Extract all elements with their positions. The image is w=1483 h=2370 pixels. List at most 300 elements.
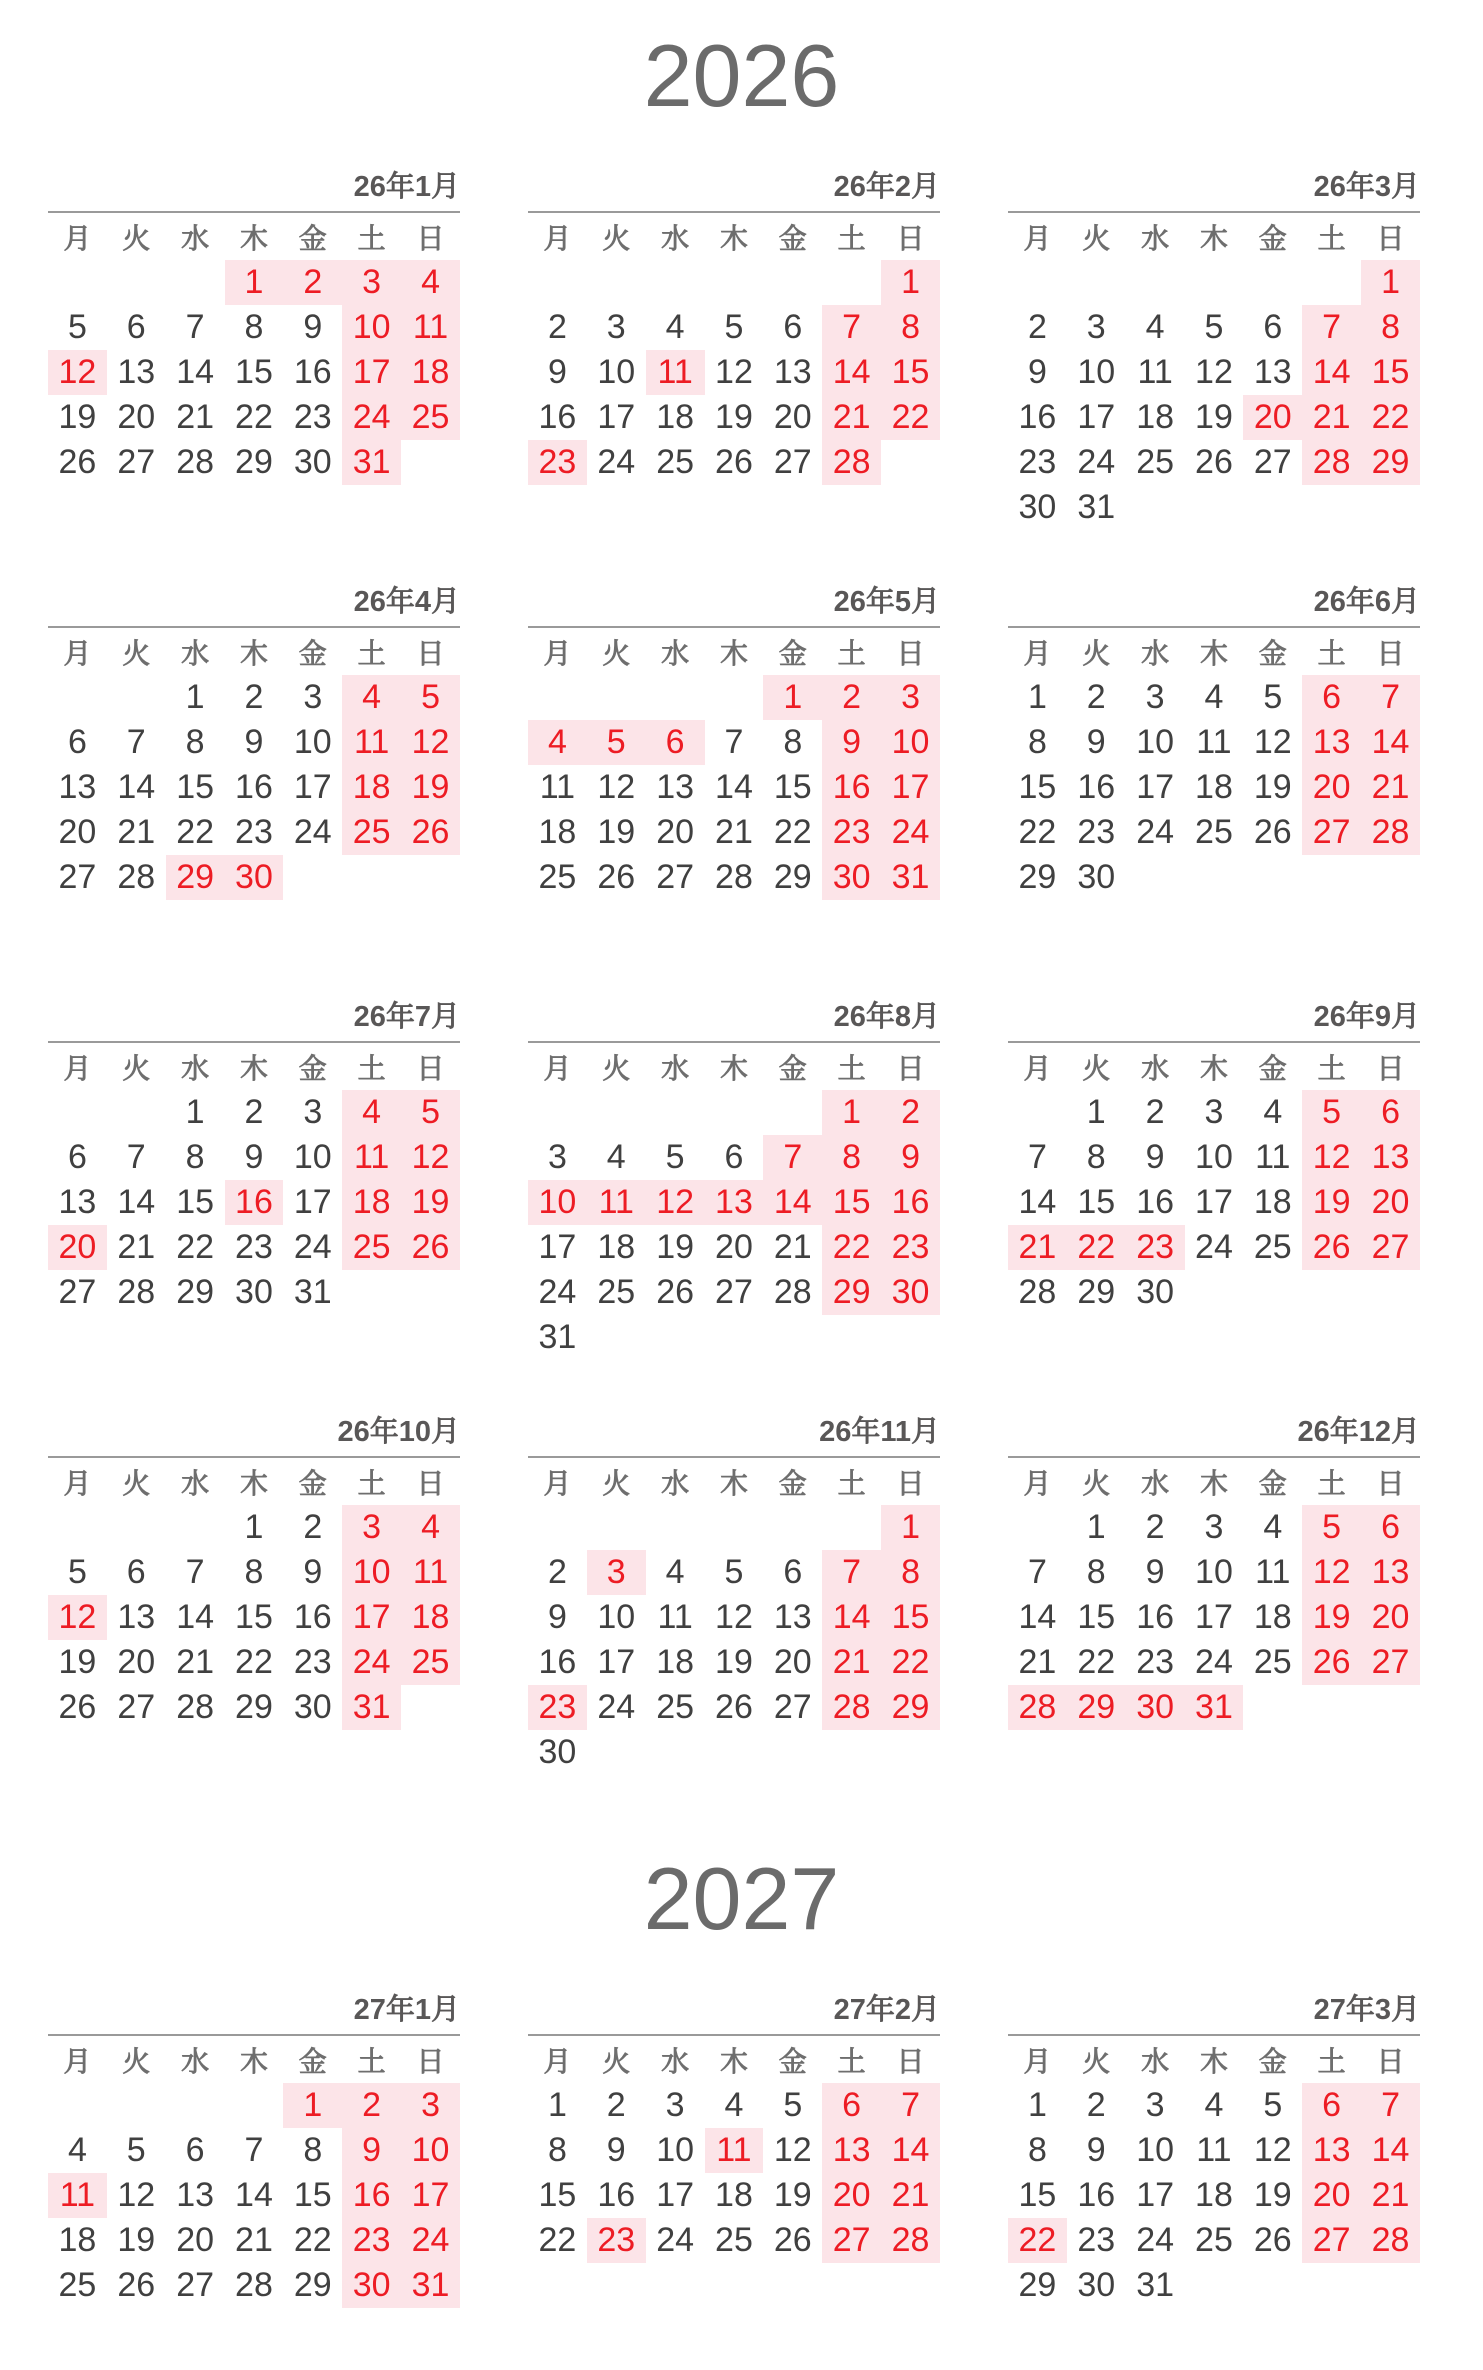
weekday-header: 日 bbox=[896, 637, 925, 669]
week-row bbox=[528, 1270, 940, 1315]
day-cell: 16 bbox=[235, 768, 273, 806]
day-cell: 13 bbox=[58, 768, 97, 806]
weekday-header: 月 bbox=[63, 1467, 92, 1499]
day-cell: 10 bbox=[1077, 353, 1116, 391]
day-cell: 15 bbox=[1018, 2176, 1057, 2214]
week-row bbox=[528, 720, 940, 765]
day-cell: 13 bbox=[1253, 353, 1292, 391]
day-cell: 17 bbox=[1136, 768, 1175, 806]
day-cell: 25 bbox=[342, 810, 401, 855]
empty-cell bbox=[283, 855, 342, 900]
weekday-header: 金 bbox=[1258, 222, 1287, 254]
day-cell: 4 bbox=[606, 1138, 626, 1176]
week-row bbox=[1008, 305, 1420, 350]
weekday-header: 木 bbox=[719, 1467, 748, 1499]
day-cell: 17 bbox=[597, 1643, 636, 1681]
day-cell: 15 bbox=[176, 768, 215, 806]
day-cell: 22 bbox=[176, 813, 215, 851]
day-cell: 22 bbox=[881, 395, 940, 440]
day-cell: 24 bbox=[1195, 1228, 1233, 1266]
month-title: 26年1月 bbox=[48, 166, 460, 213]
day-cell: 6 bbox=[783, 1553, 803, 1591]
day-cell: 4 bbox=[665, 308, 685, 346]
day-cell: 25 bbox=[401, 395, 460, 440]
day-cell: 12 bbox=[48, 1595, 107, 1640]
weekday-header: 水 bbox=[661, 1052, 690, 1084]
empty-cell bbox=[401, 1685, 460, 1730]
day-cell: 1 bbox=[185, 678, 205, 716]
day-cell: 16 bbox=[822, 765, 881, 810]
day-cell: 24 bbox=[1077, 443, 1116, 481]
empty-cell bbox=[1361, 485, 1420, 530]
weekday-header: 火 bbox=[1082, 637, 1111, 669]
weekday-header: 土 bbox=[357, 222, 386, 254]
empty-cell bbox=[646, 1730, 705, 1775]
day-cell: 8 bbox=[1086, 1553, 1106, 1591]
day-cell: 6 bbox=[67, 1138, 87, 1176]
week-row bbox=[528, 1550, 940, 1595]
empty-cell bbox=[763, 1090, 822, 1135]
week-row bbox=[1008, 1685, 1420, 1730]
day-cell: 30 bbox=[225, 855, 284, 900]
day-cell: 4 bbox=[342, 675, 401, 720]
day-cell: 1 bbox=[1086, 1508, 1106, 1546]
day-cell: 3 bbox=[1086, 308, 1106, 346]
day-cell: 15 bbox=[773, 768, 812, 806]
week-row bbox=[48, 440, 460, 485]
day-cell: 23 bbox=[1077, 813, 1116, 851]
weekday-header: 土 bbox=[357, 637, 386, 669]
day-cell: 22 bbox=[1361, 395, 1420, 440]
day-cell: 18 bbox=[1136, 398, 1175, 436]
day-cell: 4 bbox=[1204, 678, 1224, 716]
weekday-header: 月 bbox=[63, 2045, 92, 2077]
day-cell: 19 bbox=[1302, 1595, 1361, 1640]
month-calendar bbox=[48, 996, 460, 1363]
weekday-header: 金 bbox=[1258, 1052, 1287, 1084]
weekday-header: 水 bbox=[1141, 1052, 1170, 1084]
day-cell: 27 bbox=[822, 2218, 881, 2263]
month-table bbox=[1008, 213, 1420, 530]
day-cell: 17 bbox=[293, 1183, 332, 1221]
day-cell: 21 bbox=[822, 395, 881, 440]
weekday-header: 木 bbox=[239, 1467, 268, 1499]
weekday-header: 金 bbox=[1258, 1467, 1287, 1499]
day-cell: 20 bbox=[656, 813, 695, 851]
empty-cell bbox=[763, 260, 822, 305]
week-row bbox=[528, 2083, 940, 2128]
day-cell: 11 bbox=[342, 720, 401, 765]
empty-cell bbox=[1302, 260, 1361, 305]
day-cell: 15 bbox=[538, 2176, 577, 2214]
weekday-header: 火 bbox=[122, 2045, 151, 2077]
day-cell: 27 bbox=[1361, 1640, 1420, 1685]
weekday-header: 火 bbox=[1082, 2045, 1111, 2077]
weekday-header: 火 bbox=[602, 1467, 631, 1499]
calendar-page bbox=[0, 25, 1483, 2356]
empty-cell bbox=[1243, 485, 1302, 530]
day-cell: 15 bbox=[881, 350, 940, 395]
day-cell: 19 bbox=[656, 1228, 695, 1266]
day-cell: 19 bbox=[117, 2221, 156, 2259]
week-row bbox=[1008, 350, 1420, 395]
empty-cell bbox=[822, 1730, 881, 1775]
day-cell: 23 bbox=[881, 1225, 940, 1270]
day-cell: 9 bbox=[1027, 353, 1047, 391]
month-table bbox=[528, 2036, 940, 2263]
day-cell: 2 bbox=[303, 1508, 323, 1546]
day-cell: 27 bbox=[773, 1688, 812, 1726]
day-cell: 23 bbox=[1077, 2221, 1116, 2259]
day-cell: 7 bbox=[185, 1553, 205, 1591]
empty-cell bbox=[587, 1090, 646, 1135]
day-cell: 11 bbox=[1196, 723, 1232, 761]
week-row bbox=[1008, 2218, 1420, 2263]
day-cell: 9 bbox=[547, 1598, 567, 1636]
day-cell: 3 bbox=[1204, 1093, 1224, 1131]
day-cell: 24 bbox=[1136, 813, 1175, 851]
day-cell: 9 bbox=[1086, 2131, 1106, 2169]
month-title: 27年1月 bbox=[48, 1989, 460, 2036]
empty-cell bbox=[1008, 260, 1067, 305]
month-calendar bbox=[528, 996, 940, 1363]
month-calendar bbox=[528, 1411, 940, 1778]
month-table bbox=[48, 1043, 460, 1315]
weekday-header: 月 bbox=[63, 1052, 92, 1084]
day-cell: 1 bbox=[185, 1093, 205, 1131]
day-cell: 22 bbox=[1077, 1643, 1116, 1681]
weekday-header: 木 bbox=[239, 637, 268, 669]
month-table bbox=[48, 1458, 460, 1730]
empty-cell bbox=[401, 1270, 460, 1315]
day-cell: 28 bbox=[176, 1688, 215, 1726]
weekday-header: 月 bbox=[1023, 1467, 1052, 1499]
week-row bbox=[528, 350, 940, 395]
day-cell: 3 bbox=[401, 2083, 460, 2128]
month-calendar bbox=[1008, 996, 1420, 1363]
months-grid-2026 bbox=[0, 166, 1420, 1778]
day-cell: 18 bbox=[342, 1180, 401, 1225]
day-cell: 29 bbox=[881, 1685, 940, 1730]
day-cell: 11 bbox=[401, 1550, 460, 1595]
empty-cell bbox=[881, 1315, 940, 1360]
day-cell: 5 bbox=[67, 1553, 87, 1591]
day-cell: 22 bbox=[538, 2221, 577, 2259]
day-cell: 26 bbox=[715, 443, 753, 481]
day-cell: 14 bbox=[117, 768, 156, 806]
week-row bbox=[528, 395, 940, 440]
weekday-header: 土 bbox=[1317, 637, 1346, 669]
day-cell: 4 bbox=[342, 1090, 401, 1135]
empty-cell bbox=[646, 1090, 705, 1135]
day-cell: 28 bbox=[773, 1273, 812, 1311]
day-cell: 6 bbox=[126, 1553, 146, 1591]
empty-cell bbox=[1361, 855, 1420, 900]
day-cell: 5 bbox=[1204, 308, 1224, 346]
day-cell: 10 bbox=[656, 2131, 695, 2169]
weekday-header: 金 bbox=[298, 637, 327, 669]
empty-cell bbox=[646, 1505, 705, 1550]
day-cell: 5 bbox=[1302, 1505, 1361, 1550]
year-title-2026: 2026 bbox=[643, 26, 840, 125]
day-cell: 26 bbox=[58, 443, 97, 481]
weekday-header: 月 bbox=[543, 2045, 572, 2077]
day-cell: 11 bbox=[705, 2128, 764, 2173]
day-cell: 14 bbox=[1302, 350, 1361, 395]
day-cell: 2 bbox=[547, 308, 567, 346]
day-cell: 18 bbox=[1195, 2176, 1233, 2214]
day-cell: 30 bbox=[822, 855, 881, 900]
empty-cell bbox=[342, 1270, 401, 1315]
day-cell: 25 bbox=[1136, 443, 1175, 481]
week-row bbox=[1008, 1595, 1420, 1640]
month-title: 26年2月 bbox=[528, 166, 940, 213]
day-cell: 13 bbox=[176, 2176, 215, 2214]
month-title: 26年5月 bbox=[528, 581, 940, 628]
month-table bbox=[1008, 2036, 1420, 2308]
weekday-header: 月 bbox=[1023, 637, 1052, 669]
weekday-header: 火 bbox=[602, 2045, 631, 2077]
day-cell: 8 bbox=[1361, 305, 1420, 350]
day-cell: 28 bbox=[715, 858, 753, 896]
day-cell: 25 bbox=[538, 858, 577, 896]
day-cell: 4 bbox=[724, 2086, 744, 2124]
day-cell: 21 bbox=[176, 1643, 215, 1681]
empty-cell bbox=[166, 1505, 225, 1550]
weekday-header: 土 bbox=[357, 2045, 386, 2077]
day-cell: 6 bbox=[783, 308, 803, 346]
month-table bbox=[1008, 628, 1420, 900]
day-cell: 15 bbox=[235, 1598, 273, 1636]
month-title: 27年3月 bbox=[1008, 1989, 1420, 2036]
weekday-header: 日 bbox=[1376, 1052, 1405, 1084]
week-row bbox=[48, 260, 460, 305]
empty-cell bbox=[1008, 1090, 1067, 1135]
day-cell: 25 bbox=[401, 1640, 460, 1685]
empty-cell bbox=[1361, 2263, 1420, 2308]
weekday-header: 金 bbox=[778, 1467, 807, 1499]
empty-cell bbox=[1185, 1270, 1244, 1315]
week-row bbox=[528, 675, 940, 720]
day-cell: 9 bbox=[342, 2128, 401, 2173]
weekday-header: 火 bbox=[602, 222, 631, 254]
day-cell: 26 bbox=[715, 1688, 753, 1726]
empty-cell bbox=[587, 1315, 646, 1360]
month-title: 26年10月 bbox=[48, 1411, 460, 1458]
day-cell: 6 bbox=[185, 2131, 205, 2169]
weekday-header: 金 bbox=[298, 1052, 327, 1084]
day-cell: 18 bbox=[597, 1228, 636, 1266]
weekday-header: 水 bbox=[661, 1467, 690, 1499]
day-cell: 30 bbox=[1077, 858, 1116, 896]
day-cell: 21 bbox=[1008, 1225, 1067, 1270]
day-cell: 14 bbox=[117, 1183, 156, 1221]
day-cell: 25 bbox=[656, 443, 695, 481]
weekday-header: 土 bbox=[837, 637, 866, 669]
day-cell: 20 bbox=[176, 2221, 215, 2259]
day-cell: 2 bbox=[881, 1090, 940, 1135]
day-cell: 19 bbox=[58, 398, 97, 436]
day-cell: 26 bbox=[117, 2266, 156, 2304]
day-cell: 16 bbox=[1136, 1598, 1175, 1636]
empty-cell bbox=[1243, 2263, 1302, 2308]
week-row bbox=[528, 305, 940, 350]
day-cell: 8 bbox=[303, 2131, 323, 2169]
day-cell: 24 bbox=[1136, 2221, 1175, 2259]
day-cell: 15 bbox=[176, 1183, 215, 1221]
week-row bbox=[48, 395, 460, 440]
day-cell: 7 bbox=[1027, 1553, 1047, 1591]
empty-cell bbox=[587, 1730, 646, 1775]
day-cell: 12 bbox=[1253, 2131, 1292, 2169]
empty-cell bbox=[1243, 855, 1302, 900]
day-cell: 8 bbox=[185, 1138, 205, 1176]
day-cell: 25 bbox=[1195, 2221, 1233, 2259]
day-cell: 29 bbox=[235, 443, 273, 481]
day-cell: 4 bbox=[67, 2131, 87, 2169]
weekday-header: 金 bbox=[778, 1052, 807, 1084]
weekday-header: 水 bbox=[181, 222, 210, 254]
week-row bbox=[528, 1225, 940, 1270]
day-cell: 25 bbox=[715, 2221, 753, 2259]
day-cell: 24 bbox=[597, 443, 636, 481]
day-cell: 21 bbox=[1361, 765, 1420, 810]
day-cell: 18 bbox=[656, 1643, 695, 1681]
month-calendar bbox=[528, 1989, 940, 2356]
day-cell: 20 bbox=[1302, 2173, 1361, 2218]
week-row bbox=[528, 1180, 940, 1225]
day-cell: 23 bbox=[293, 1643, 332, 1681]
day-cell: 25 bbox=[1253, 1643, 1292, 1681]
weekday-header: 水 bbox=[661, 2045, 690, 2077]
week-row bbox=[528, 855, 940, 900]
day-cell: 13 bbox=[1361, 1550, 1420, 1595]
day-cell: 25 bbox=[58, 2266, 97, 2304]
day-cell: 11 bbox=[587, 1180, 646, 1225]
day-cell: 1 bbox=[881, 260, 940, 305]
day-cell: 22 bbox=[881, 1640, 940, 1685]
week-row bbox=[48, 1225, 460, 1270]
week-row bbox=[48, 720, 460, 765]
week-row bbox=[1008, 2128, 1420, 2173]
empty-cell bbox=[1361, 1270, 1420, 1315]
weekday-header: 木 bbox=[239, 1052, 268, 1084]
empty-cell bbox=[705, 260, 764, 305]
day-cell: 19 bbox=[1302, 1180, 1361, 1225]
weekday-header: 水 bbox=[661, 637, 690, 669]
day-cell: 27 bbox=[117, 443, 156, 481]
day-cell: 15 bbox=[1018, 768, 1057, 806]
day-cell: 22 bbox=[822, 1225, 881, 1270]
day-cell: 2 bbox=[1145, 1093, 1165, 1131]
day-cell: 7 bbox=[1027, 1138, 1047, 1176]
day-cell: 12 bbox=[715, 353, 753, 391]
day-cell: 24 bbox=[342, 395, 401, 440]
day-cell: 30 bbox=[293, 443, 332, 481]
day-cell: 5 bbox=[126, 2131, 146, 2169]
day-cell: 3 bbox=[547, 1138, 567, 1176]
day-cell: 17 bbox=[293, 768, 332, 806]
day-cell: 13 bbox=[117, 1598, 156, 1636]
week-row bbox=[1008, 485, 1420, 530]
day-cell: 3 bbox=[665, 2086, 685, 2124]
day-cell: 11 bbox=[646, 350, 705, 395]
day-cell: 4 bbox=[1145, 308, 1165, 346]
day-cell: 26 bbox=[1302, 1640, 1361, 1685]
day-cell: 9 bbox=[881, 1135, 940, 1180]
day-cell: 6 bbox=[1361, 1090, 1420, 1135]
day-cell: 1 bbox=[283, 2083, 342, 2128]
day-cell: 28 bbox=[881, 2218, 940, 2263]
day-cell: 2 bbox=[1086, 2086, 1106, 2124]
day-cell: 24 bbox=[538, 1273, 577, 1311]
day-cell: 18 bbox=[401, 1595, 460, 1640]
day-cell: 14 bbox=[1018, 1183, 1057, 1221]
day-cell: 23 bbox=[1018, 443, 1057, 481]
day-cell: 23 bbox=[528, 1685, 587, 1730]
day-cell: 8 bbox=[822, 1135, 881, 1180]
day-cell: 12 bbox=[1195, 353, 1233, 391]
day-cell: 14 bbox=[715, 768, 753, 806]
day-cell: 28 bbox=[117, 858, 156, 896]
day-cell: 7 bbox=[185, 308, 205, 346]
day-cell: 8 bbox=[1027, 2131, 1047, 2169]
weekday-header: 木 bbox=[719, 2045, 748, 2077]
day-cell: 2 bbox=[244, 678, 264, 716]
day-cell: 19 bbox=[597, 813, 636, 851]
day-cell: 3 bbox=[1204, 1508, 1224, 1546]
day-cell: 7 bbox=[1361, 2083, 1420, 2128]
day-cell: 31 bbox=[342, 440, 401, 485]
day-cell: 28 bbox=[1361, 2218, 1420, 2263]
week-row bbox=[1008, 1640, 1420, 1685]
day-cell: 25 bbox=[597, 1273, 636, 1311]
day-cell: 10 bbox=[597, 353, 636, 391]
weekday-header: 月 bbox=[543, 1467, 572, 1499]
day-cell: 21 bbox=[235, 2221, 273, 2259]
weekday-header: 土 bbox=[1317, 2045, 1346, 2077]
week-row bbox=[1008, 2263, 1420, 2308]
week-row bbox=[528, 765, 940, 810]
empty-cell bbox=[107, 1090, 166, 1135]
day-cell: 20 bbox=[773, 398, 812, 436]
day-cell: 13 bbox=[117, 353, 156, 391]
empty-cell bbox=[1243, 1270, 1302, 1315]
week-row bbox=[48, 1550, 460, 1595]
day-cell: 31 bbox=[1185, 1685, 1244, 1730]
week-row bbox=[1008, 2083, 1420, 2128]
day-cell: 8 bbox=[185, 723, 205, 761]
empty-cell bbox=[1302, 1270, 1361, 1315]
day-cell: 30 bbox=[1126, 1685, 1185, 1730]
weekday-header: 土 bbox=[837, 2045, 866, 2077]
empty-cell bbox=[587, 1505, 646, 1550]
day-cell: 4 bbox=[1263, 1093, 1283, 1131]
day-cell: 3 bbox=[303, 678, 323, 716]
day-cell: 9 bbox=[1145, 1553, 1165, 1591]
day-cell: 17 bbox=[1195, 1598, 1233, 1636]
week-row bbox=[48, 2263, 460, 2308]
week-row bbox=[1008, 1090, 1420, 1135]
day-cell: 28 bbox=[235, 2266, 273, 2304]
day-cell: 27 bbox=[1253, 443, 1292, 481]
week-row bbox=[1008, 765, 1420, 810]
day-cell: 22 bbox=[1018, 813, 1057, 851]
day-cell: 14 bbox=[176, 353, 215, 391]
weekday-header: 火 bbox=[122, 637, 151, 669]
day-cell: 11 bbox=[539, 768, 576, 806]
day-cell: 3 bbox=[1145, 678, 1165, 716]
